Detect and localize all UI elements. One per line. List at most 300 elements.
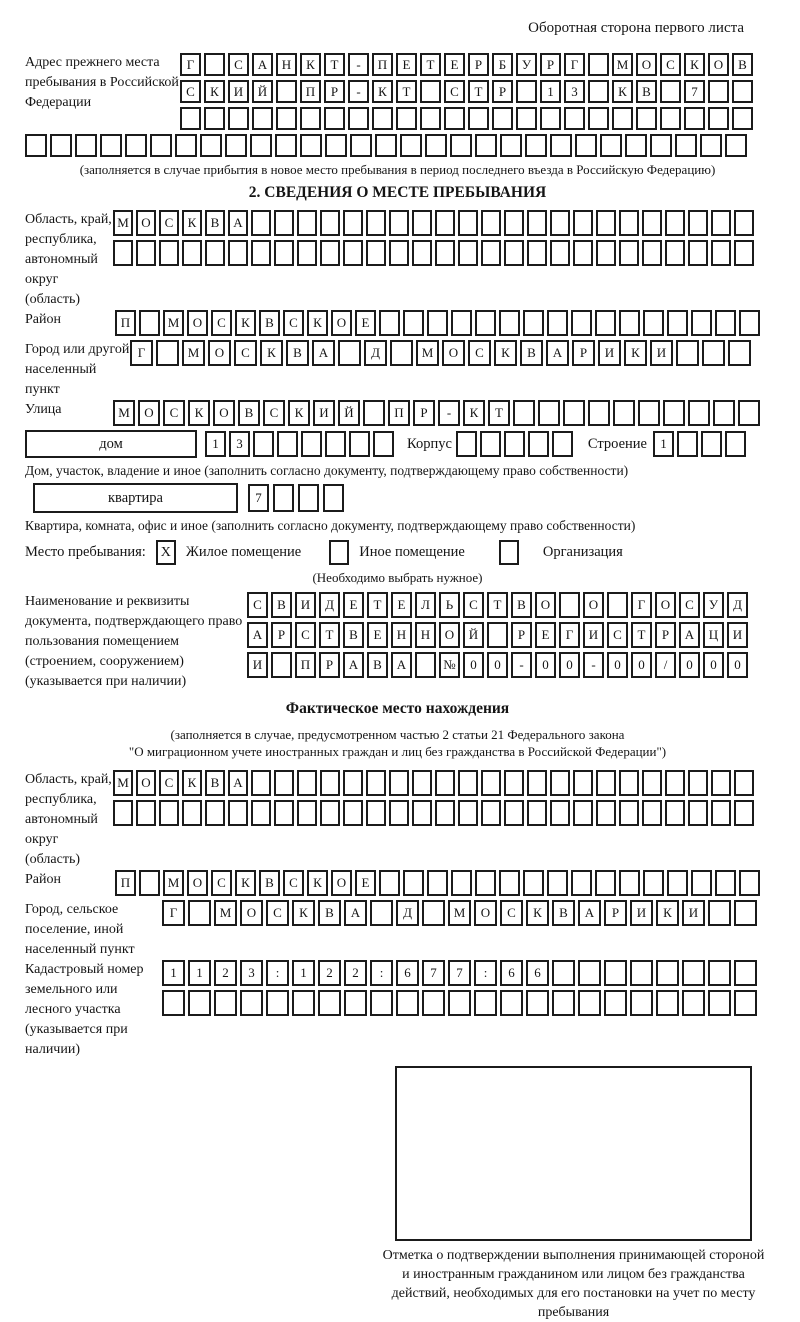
char-cell[interactable]: [642, 240, 662, 266]
char-cell[interactable]: [715, 310, 736, 336]
char-cell[interactable]: 0: [631, 652, 652, 678]
char-cell[interactable]: 1: [188, 960, 211, 986]
char-cell[interactable]: [739, 870, 760, 896]
char-cell[interactable]: [379, 310, 400, 336]
char-cell[interactable]: [435, 770, 455, 796]
char-cell[interactable]: О: [213, 400, 235, 426]
char-cell[interactable]: И: [598, 340, 621, 366]
char-cell[interactable]: М: [113, 210, 133, 236]
char-cell[interactable]: [297, 800, 317, 826]
char-cell[interactable]: О: [535, 592, 556, 618]
char-cell[interactable]: [665, 240, 685, 266]
char-cell[interactable]: [420, 107, 441, 130]
char-cell[interactable]: [182, 240, 202, 266]
char-cell[interactable]: [400, 134, 422, 157]
char-cell[interactable]: А: [578, 900, 601, 926]
char-cell[interactable]: [370, 900, 393, 926]
char-cell[interactable]: [711, 240, 731, 266]
char-cell[interactable]: В: [552, 900, 575, 926]
char-cell[interactable]: 2: [344, 960, 367, 986]
char-cell[interactable]: Д: [364, 340, 387, 366]
char-cell[interactable]: [320, 800, 340, 826]
char-cell[interactable]: [159, 240, 179, 266]
char-cell[interactable]: [450, 134, 472, 157]
char-cell[interactable]: -: [438, 400, 460, 426]
char-cell[interactable]: [677, 431, 698, 457]
char-cell[interactable]: [344, 990, 367, 1016]
char-cell[interactable]: [273, 484, 294, 512]
char-cell[interactable]: [200, 134, 222, 157]
char-cell[interactable]: О: [331, 310, 352, 336]
char-cell[interactable]: [684, 107, 705, 130]
char-cell[interactable]: [523, 870, 544, 896]
char-cell[interactable]: К: [235, 870, 256, 896]
char-cell[interactable]: [527, 800, 547, 826]
fact-settlement-row[interactable]: [162, 900, 760, 926]
char-cell[interactable]: [656, 990, 679, 1016]
char-cell[interactable]: [701, 431, 722, 457]
char-cell[interactable]: С: [159, 210, 179, 236]
char-cell[interactable]: [528, 431, 549, 457]
char-cell[interactable]: Е: [355, 310, 376, 336]
char-cell[interactable]: [228, 240, 248, 266]
char-cell[interactable]: :: [474, 960, 497, 986]
region-row-2[interactable]: [113, 240, 757, 266]
char-cell[interactable]: К: [292, 900, 315, 926]
char-cell[interactable]: Р: [413, 400, 435, 426]
char-cell[interactable]: [425, 134, 447, 157]
char-cell[interactable]: [500, 990, 523, 1016]
char-cell[interactable]: О: [708, 53, 729, 76]
char-cell[interactable]: К: [656, 900, 679, 926]
char-cell[interactable]: Р: [540, 53, 561, 76]
char-cell[interactable]: 0: [559, 652, 580, 678]
char-cell[interactable]: Е: [355, 870, 376, 896]
char-cell[interactable]: [343, 800, 363, 826]
char-cell[interactable]: К: [204, 80, 225, 103]
char-cell[interactable]: [228, 107, 249, 130]
char-cell[interactable]: В: [205, 770, 225, 796]
char-cell[interactable]: К: [235, 310, 256, 336]
char-cell[interactable]: П: [300, 80, 321, 103]
char-cell[interactable]: [708, 107, 729, 130]
char-cell[interactable]: -: [348, 80, 369, 103]
char-cell[interactable]: [379, 870, 400, 896]
char-cell[interactable]: [688, 770, 708, 796]
char-cell[interactable]: [373, 431, 394, 457]
char-cell[interactable]: -: [583, 652, 604, 678]
char-cell[interactable]: [499, 870, 520, 896]
char-cell[interactable]: [550, 770, 570, 796]
char-cell[interactable]: И: [650, 340, 673, 366]
char-cell[interactable]: [550, 240, 570, 266]
char-cell[interactable]: [713, 400, 735, 426]
char-cell[interactable]: Г: [162, 900, 185, 926]
char-cell[interactable]: В: [318, 900, 341, 926]
char-cell[interactable]: [734, 990, 757, 1016]
char-cell[interactable]: О: [442, 340, 465, 366]
char-cell[interactable]: [504, 431, 525, 457]
char-cell[interactable]: [665, 800, 685, 826]
char-cell[interactable]: [204, 107, 225, 130]
char-cell[interactable]: [513, 400, 535, 426]
char-cell[interactable]: [573, 770, 593, 796]
char-cell[interactable]: [564, 107, 585, 130]
char-cell[interactable]: [297, 240, 317, 266]
char-cell[interactable]: [526, 990, 549, 1016]
char-cell[interactable]: [596, 210, 616, 236]
char-cell[interactable]: [266, 990, 289, 1016]
char-cell[interactable]: [412, 240, 432, 266]
char-cell[interactable]: [625, 134, 647, 157]
char-cell[interactable]: И: [247, 652, 268, 678]
char-cell[interactable]: [175, 134, 197, 157]
char-cell[interactable]: [573, 800, 593, 826]
char-cell[interactable]: [734, 960, 757, 986]
char-cell[interactable]: [613, 400, 635, 426]
char-cell[interactable]: [251, 210, 271, 236]
char-cell[interactable]: [552, 960, 575, 986]
char-cell[interactable]: 3: [229, 431, 250, 457]
char-cell[interactable]: В: [367, 652, 388, 678]
char-cell[interactable]: 0: [487, 652, 508, 678]
char-cell[interactable]: 7: [248, 484, 269, 512]
char-cell[interactable]: [504, 210, 524, 236]
char-cell[interactable]: Т: [487, 592, 508, 618]
char-cell[interactable]: [711, 210, 731, 236]
document-row-3[interactable]: [247, 652, 751, 678]
char-cell[interactable]: [396, 990, 419, 1016]
char-cell[interactable]: [663, 400, 685, 426]
char-cell[interactable]: Е: [444, 53, 465, 76]
char-cell[interactable]: [427, 310, 448, 336]
char-cell[interactable]: [475, 134, 497, 157]
char-cell[interactable]: /: [655, 652, 676, 678]
char-cell[interactable]: №: [439, 652, 460, 678]
char-cell[interactable]: М: [416, 340, 439, 366]
char-cell[interactable]: [725, 431, 746, 457]
char-cell[interactable]: О: [136, 770, 156, 796]
char-cell[interactable]: Р: [492, 80, 513, 103]
char-cell[interactable]: 2: [318, 960, 341, 986]
char-cell[interactable]: О: [583, 592, 604, 618]
char-cell[interactable]: [251, 770, 271, 796]
char-cell[interactable]: [139, 870, 160, 896]
char-cell[interactable]: [366, 770, 386, 796]
char-cell[interactable]: [320, 240, 340, 266]
char-cell[interactable]: А: [679, 622, 700, 648]
char-cell[interactable]: К: [188, 400, 210, 426]
char-cell[interactable]: Т: [319, 622, 340, 648]
char-cell[interactable]: К: [307, 870, 328, 896]
char-cell[interactable]: [271, 652, 292, 678]
char-cell[interactable]: [595, 870, 616, 896]
char-cell[interactable]: [480, 431, 501, 457]
char-cell[interactable]: [734, 240, 754, 266]
char-cell[interactable]: [595, 310, 616, 336]
char-cell[interactable]: М: [113, 400, 135, 426]
char-cell[interactable]: [688, 800, 708, 826]
char-cell[interactable]: [665, 210, 685, 236]
char-cell[interactable]: [422, 990, 445, 1016]
char-cell[interactable]: [643, 870, 664, 896]
char-cell[interactable]: [504, 770, 524, 796]
char-cell[interactable]: [451, 310, 472, 336]
char-cell[interactable]: [363, 400, 385, 426]
char-cell[interactable]: [370, 990, 393, 1016]
char-cell[interactable]: М: [163, 870, 184, 896]
char-cell[interactable]: [596, 800, 616, 826]
char-cell[interactable]: О: [187, 870, 208, 896]
char-cell[interactable]: [435, 210, 455, 236]
char-cell[interactable]: Р: [604, 900, 627, 926]
char-cell[interactable]: [660, 80, 681, 103]
document-row-2[interactable]: [247, 622, 751, 648]
char-cell[interactable]: 7: [448, 960, 471, 986]
char-cell[interactable]: [366, 800, 386, 826]
char-cell[interactable]: С: [228, 53, 249, 76]
char-cell[interactable]: О: [474, 900, 497, 926]
char-cell[interactable]: [435, 240, 455, 266]
char-cell[interactable]: О: [208, 340, 231, 366]
char-cell[interactable]: [734, 900, 757, 926]
char-cell[interactable]: О: [655, 592, 676, 618]
char-cell[interactable]: [588, 107, 609, 130]
char-cell[interactable]: -: [511, 652, 532, 678]
char-cell[interactable]: [481, 210, 501, 236]
char-cell[interactable]: О: [439, 622, 460, 648]
char-cell[interactable]: [389, 800, 409, 826]
char-cell[interactable]: [276, 80, 297, 103]
char-cell[interactable]: Й: [338, 400, 360, 426]
char-cell[interactable]: Ь: [439, 592, 460, 618]
char-cell[interactable]: [708, 960, 731, 986]
char-cell[interactable]: [516, 107, 537, 130]
char-cell[interactable]: Р: [324, 80, 345, 103]
char-cell[interactable]: А: [312, 340, 335, 366]
char-cell[interactable]: 0: [703, 652, 724, 678]
stroenie-cells[interactable]: [653, 431, 749, 457]
char-cell[interactable]: [675, 134, 697, 157]
char-cell[interactable]: В: [286, 340, 309, 366]
char-cell[interactable]: В: [343, 622, 364, 648]
char-cell[interactable]: К: [307, 310, 328, 336]
char-cell[interactable]: [708, 990, 731, 1016]
char-cell[interactable]: М: [163, 310, 184, 336]
char-cell[interactable]: Р: [319, 652, 340, 678]
char-cell[interactable]: [448, 990, 471, 1016]
char-cell[interactable]: [325, 134, 347, 157]
char-cell[interactable]: [481, 240, 501, 266]
char-cell[interactable]: [676, 340, 699, 366]
char-cell[interactable]: 7: [684, 80, 705, 103]
char-cell[interactable]: А: [391, 652, 412, 678]
char-cell[interactable]: [343, 770, 363, 796]
char-cell[interactable]: [642, 210, 662, 236]
char-cell[interactable]: [274, 800, 294, 826]
char-cell[interactable]: 3: [564, 80, 585, 103]
char-cell[interactable]: Е: [396, 53, 417, 76]
char-cell[interactable]: [734, 210, 754, 236]
char-cell[interactable]: [504, 240, 524, 266]
char-cell[interactable]: [474, 990, 497, 1016]
char-cell[interactable]: [607, 592, 628, 618]
char-cell[interactable]: [188, 900, 211, 926]
prev-address-row-4[interactable]: [25, 134, 770, 157]
char-cell[interactable]: [682, 990, 705, 1016]
char-cell[interactable]: [708, 80, 729, 103]
char-cell[interactable]: [125, 134, 147, 157]
char-cell[interactable]: [550, 210, 570, 236]
char-cell[interactable]: [688, 210, 708, 236]
char-cell[interactable]: Д: [727, 592, 748, 618]
char-cell[interactable]: [343, 210, 363, 236]
char-cell[interactable]: 0: [463, 652, 484, 678]
char-cell[interactable]: М: [214, 900, 237, 926]
apartment-cells[interactable]: [248, 484, 348, 512]
char-cell[interactable]: Т: [420, 53, 441, 76]
char-cell[interactable]: К: [612, 80, 633, 103]
char-cell[interactable]: [456, 431, 477, 457]
char-cell[interactable]: [214, 990, 237, 1016]
char-cell[interactable]: [204, 53, 225, 76]
char-cell[interactable]: 1: [653, 431, 674, 457]
char-cell[interactable]: [559, 592, 580, 618]
char-cell[interactable]: [604, 960, 627, 986]
char-cell[interactable]: О: [138, 400, 160, 426]
char-cell[interactable]: И: [630, 900, 653, 926]
char-cell[interactable]: [366, 240, 386, 266]
char-cell[interactable]: [458, 210, 478, 236]
char-cell[interactable]: С: [283, 870, 304, 896]
char-cell[interactable]: [350, 134, 372, 157]
prev-address-row-3[interactable]: [180, 107, 756, 130]
char-cell[interactable]: О: [240, 900, 263, 926]
char-cell[interactable]: Г: [564, 53, 585, 76]
street-row[interactable]: [113, 400, 763, 426]
char-cell[interactable]: [366, 210, 386, 236]
char-cell[interactable]: С: [660, 53, 681, 76]
char-cell[interactable]: Г: [631, 592, 652, 618]
char-cell[interactable]: [527, 240, 547, 266]
char-cell[interactable]: [412, 800, 432, 826]
char-cell[interactable]: [205, 800, 225, 826]
char-cell[interactable]: [427, 870, 448, 896]
char-cell[interactable]: [139, 310, 160, 336]
char-cell[interactable]: [643, 310, 664, 336]
char-cell[interactable]: В: [520, 340, 543, 366]
char-cell[interactable]: [375, 134, 397, 157]
char-cell[interactable]: К: [182, 210, 202, 236]
char-cell[interactable]: [297, 210, 317, 236]
char-cell[interactable]: С: [463, 592, 484, 618]
char-cell[interactable]: 0: [607, 652, 628, 678]
char-cell[interactable]: С: [211, 870, 232, 896]
char-cell[interactable]: В: [259, 310, 280, 336]
char-cell[interactable]: [642, 770, 662, 796]
char-cell[interactable]: [320, 210, 340, 236]
char-cell[interactable]: [324, 107, 345, 130]
char-cell[interactable]: Е: [367, 622, 388, 648]
char-cell[interactable]: [113, 240, 133, 266]
char-cell[interactable]: [739, 310, 760, 336]
char-cell[interactable]: [596, 770, 616, 796]
region-row-1[interactable]: [113, 210, 757, 236]
char-cell[interactable]: [451, 870, 472, 896]
char-cell[interactable]: А: [228, 210, 248, 236]
char-cell[interactable]: [656, 960, 679, 986]
char-cell[interactable]: [75, 134, 97, 157]
char-cell[interactable]: [274, 770, 294, 796]
char-cell[interactable]: С: [468, 340, 491, 366]
char-cell[interactable]: [734, 770, 754, 796]
char-cell[interactable]: 3: [240, 960, 263, 986]
char-cell[interactable]: [475, 870, 496, 896]
city-row[interactable]: [130, 340, 754, 366]
char-cell[interactable]: С: [295, 622, 316, 648]
char-cell[interactable]: 6: [396, 960, 419, 986]
char-cell[interactable]: Д: [396, 900, 419, 926]
char-cell[interactable]: [25, 134, 47, 157]
char-cell[interactable]: К: [372, 80, 393, 103]
cadastral-row-1[interactable]: [162, 960, 760, 986]
stay-type-checkbox-residential[interactable]: X: [156, 540, 176, 565]
char-cell[interactable]: [700, 134, 722, 157]
char-cell[interactable]: [435, 800, 455, 826]
char-cell[interactable]: К: [182, 770, 202, 796]
char-cell[interactable]: [412, 770, 432, 796]
char-cell[interactable]: [588, 53, 609, 76]
char-cell[interactable]: [50, 134, 72, 157]
char-cell[interactable]: [619, 240, 639, 266]
char-cell[interactable]: И: [682, 900, 705, 926]
char-cell[interactable]: П: [115, 310, 136, 336]
char-cell[interactable]: [481, 800, 501, 826]
char-cell[interactable]: В: [636, 80, 657, 103]
document-row-1[interactable]: [247, 592, 751, 618]
char-cell[interactable]: Е: [343, 592, 364, 618]
char-cell[interactable]: Н: [391, 622, 412, 648]
char-cell[interactable]: [323, 484, 344, 512]
char-cell[interactable]: [389, 240, 409, 266]
char-cell[interactable]: [619, 210, 639, 236]
char-cell[interactable]: В: [259, 870, 280, 896]
char-cell[interactable]: [100, 134, 122, 157]
char-cell[interactable]: [156, 340, 179, 366]
char-cell[interactable]: В: [205, 210, 225, 236]
char-cell[interactable]: 6: [526, 960, 549, 986]
char-cell[interactable]: [734, 800, 754, 826]
char-cell[interactable]: И: [228, 80, 249, 103]
char-cell[interactable]: 7: [422, 960, 445, 986]
char-cell[interactable]: [573, 240, 593, 266]
char-cell[interactable]: [403, 870, 424, 896]
char-cell[interactable]: [458, 770, 478, 796]
char-cell[interactable]: [113, 800, 133, 826]
char-cell[interactable]: [650, 134, 672, 157]
char-cell[interactable]: [372, 107, 393, 130]
char-cell[interactable]: Г: [130, 340, 153, 366]
char-cell[interactable]: [292, 990, 315, 1016]
char-cell[interactable]: [159, 800, 179, 826]
char-cell[interactable]: П: [388, 400, 410, 426]
char-cell[interactable]: [619, 770, 639, 796]
char-cell[interactable]: [136, 240, 156, 266]
char-cell[interactable]: С: [180, 80, 201, 103]
char-cell[interactable]: [630, 990, 653, 1016]
char-cell[interactable]: [412, 210, 432, 236]
char-cell[interactable]: [499, 310, 520, 336]
